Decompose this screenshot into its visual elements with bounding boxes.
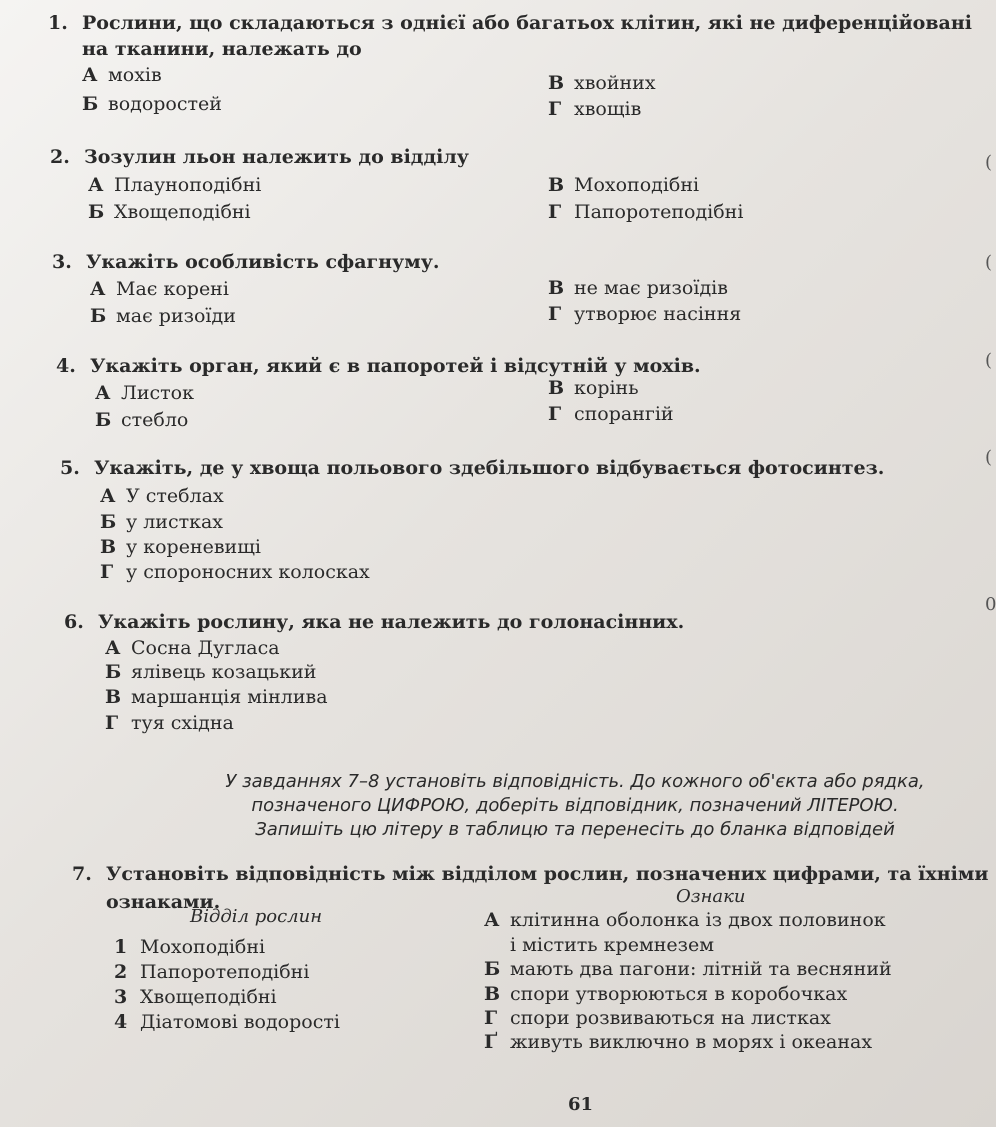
option-b: Б Хвощеподібні [88, 201, 251, 223]
option-b: Б у листках [100, 511, 224, 533]
question-6: 6. Укажіть рослину, яка не належить до голонасінних. [64, 611, 685, 633]
option-g: Г утворює насіння [548, 303, 742, 325]
option-v: В маршанція мінлива [105, 686, 328, 708]
option-v: В корінь [548, 377, 639, 399]
match-item-2: 2 Папоротеподібні [114, 961, 310, 983]
margin-mark: ( [985, 252, 993, 273]
margin-mark: ( [985, 152, 993, 173]
question-1 [48, 10, 978, 62]
option-g: Г спорангій [548, 403, 674, 425]
match-item-1: 1 Мохоподібні [114, 936, 266, 958]
option-v: В хвойних [548, 72, 656, 94]
option-v: В не має ризоїдів [548, 277, 728, 299]
match-option-a: А клітинна оболонка із двох половинок [484, 909, 886, 931]
option-b: Б водоростей [82, 93, 222, 115]
question-4: 4. Укажіть орган, який є в папоротей і відсутній у мохів. [56, 355, 701, 377]
option-g: Г у спороносних колосках [100, 561, 370, 583]
question-3: 3. Укажіть особливість сфагнуму. [52, 251, 440, 273]
option-g: Г хвощів [548, 98, 642, 120]
instruction-line: У завданнях 7–8 установіть відповідність. До кожного об'єкта або рядка, [225, 771, 925, 792]
page-number: 61 [568, 1094, 594, 1115]
question-text: Рослини, що складаються з однієї або багатьох клітин, які не диференційовані [82, 12, 972, 34]
option-b: Б має ризоїди [90, 305, 236, 327]
question-text-cont: на тканини, належать до [82, 38, 362, 60]
margin-mark: ( [985, 447, 993, 468]
question-5: 5. Укажіть, де у хвоща польового здебільшого відбувається фотосинтез. [60, 457, 885, 479]
instruction-line: Запишіть цю літеру в таблицю та перенесіть до бланка відповідей [255, 819, 895, 840]
match-item-4: 4 Діатомові водорості [114, 1011, 340, 1033]
option-g: Г Папоротеподібні [548, 201, 744, 223]
match-option-b: Б мають два пагони: літній та весняний [484, 958, 892, 980]
option-a: А Листок [95, 382, 194, 404]
option-g: Г туя східна [105, 712, 234, 734]
option-a: А У стеблах [100, 485, 224, 507]
instruction-block [195, 770, 955, 842]
option-v: В Мохоподібні [548, 174, 700, 196]
match-option-g: Г спори розвиваються на листках [484, 1007, 831, 1029]
match-item-3: 3 Хвощеподібні [114, 986, 277, 1008]
option-b: Б стебло [95, 409, 189, 431]
instruction-line: позначеного ЦИФРОЮ, доберіть відповідник, позначений ЛІТЕРОЮ. [251, 795, 899, 816]
option-a: А Плауноподібні [88, 174, 262, 196]
option-a: А Сосна Дугласа [105, 637, 280, 659]
left-column-header: Відділ рослин [190, 906, 323, 927]
question-number: 1. [48, 12, 68, 34]
right-column-header: Ознаки [676, 886, 746, 907]
option-b: Б ялівець козацький [105, 661, 317, 683]
option-a: А Має корені [90, 278, 229, 300]
margin-mark: ( [985, 350, 993, 371]
option-v: В у кореневищі [100, 536, 261, 558]
question-2: 2. Зозулин льон належить до відділу [50, 146, 469, 168]
question-7: 7. Установіть відповідність між відділом рослин, позначених цифрами, та їхніми ознаками. [72, 863, 989, 913]
match-option-ge: Ґ живуть виключно в морях і океанах [484, 1031, 873, 1053]
match-option-v: В спори утворюються в коробочках [484, 983, 848, 1005]
option-a: А мохів [82, 64, 162, 86]
margin-mark: 0 [985, 594, 996, 615]
match-option-a-cont: і містить кремнезем [510, 934, 715, 956]
